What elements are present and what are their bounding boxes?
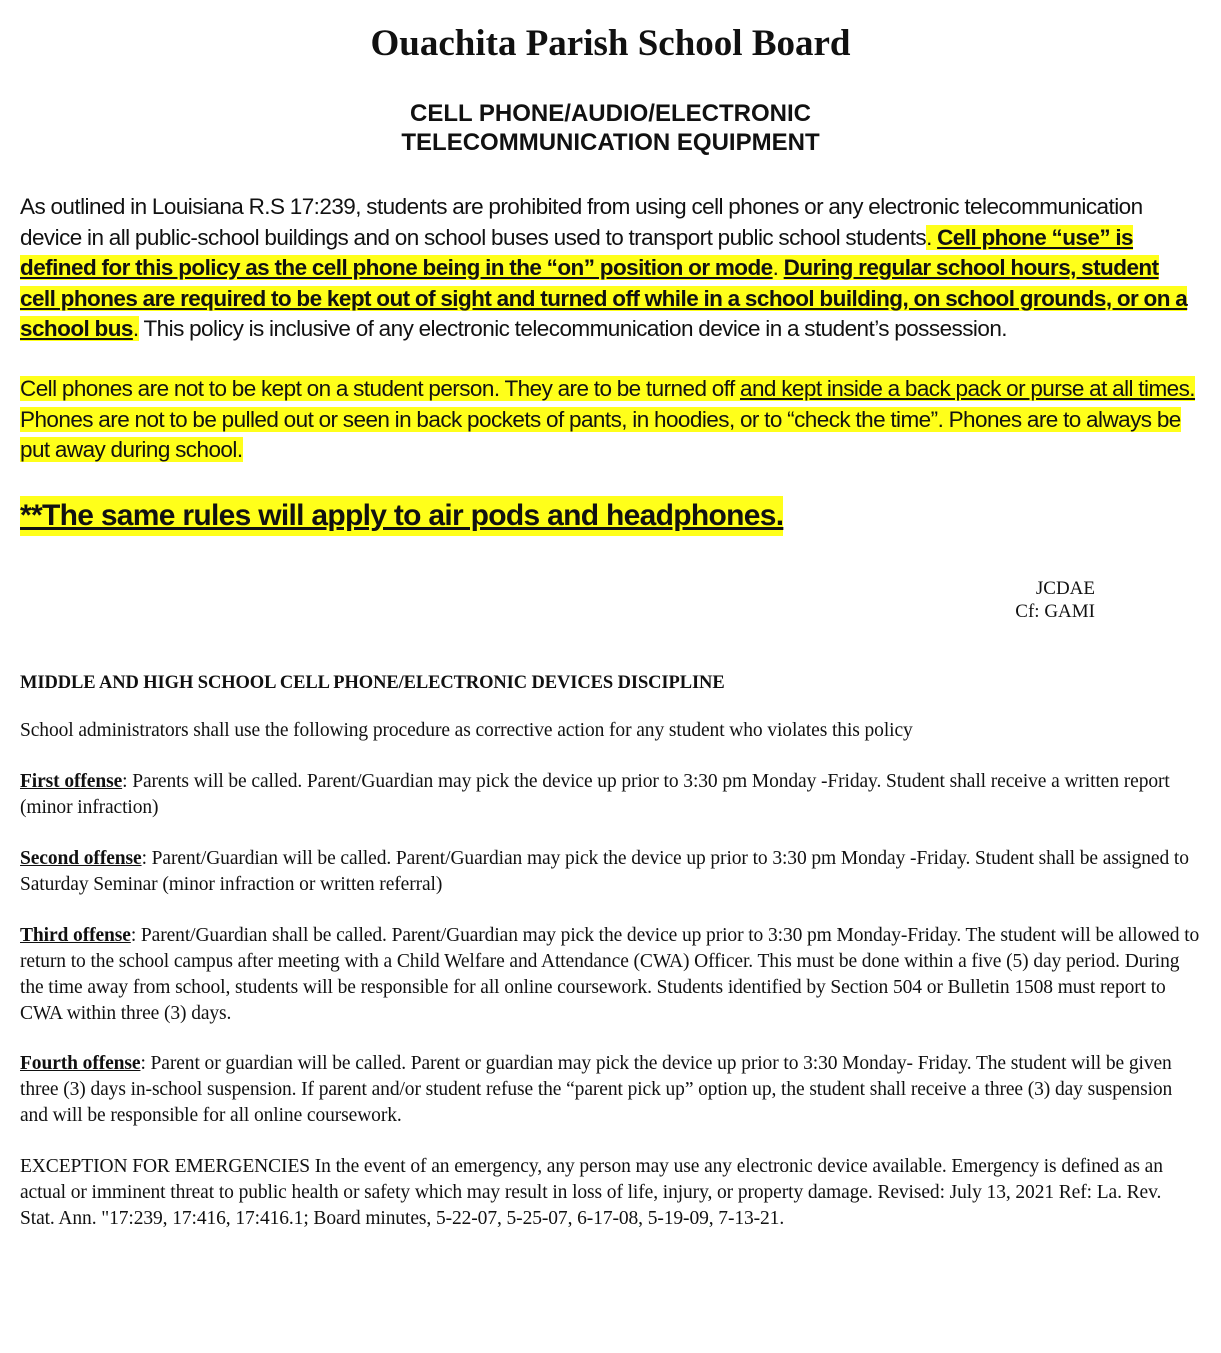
- discipline-intro: School administrators shall use the following procedure as corrective action for any student who violates this policy: [20, 720, 913, 741]
- fourth-offense-label: Fourth offense: [20, 1053, 141, 1074]
- second-offense-text: : Parent/Guardian will be called. Parent/Guardian may pick the device up prior to 3:30 pm Monday -Friday. Student shall be assigned to Saturday Seminar (minor infraction or written referral): [20, 848, 1189, 895]
- first-offense: [20, 769, 1200, 821]
- discipline-heading: MIDDLE AND HIGH SCHOOL CELL PHONE/ELECTRONIC DEVICES DISCIPLINE: [20, 673, 725, 693]
- first-offense-text: : Parents will be called. Parent/Guardian may pick the device up prior to 3:30 pm Monday -Friday. Student shall receive a written report (minor infraction): [20, 771, 1170, 818]
- fourth-offense-text: : Parent or guardian will be called. Parent or guardian may pick the device up prior to 3:30 Monday- Friday. The student will be given three (3) days in-school suspension. If parent and/or student refuse the “parent pick up” option up, the student shall receive a three (3) day suspension and will be responsible for all online coursework.: [20, 1053, 1173, 1126]
- third-offense-text: : Parent/Guardian shall be called. Parent/Guardian may pick the device up prior to 3:30 pm Monday-Friday. The student will be allowed to return to the school campus after meeting with a Child Welfare and Attendance (CWA) Officer. This must be done within a five (5) day period. During the time away from school, students will be responsible for all online coursework. Students identified by Section 504 or Bulletin 1508 must report to CWA within three (3) days.: [20, 925, 1200, 1024]
- airpods-rule: **The same rules will apply to air pods and headphones.: [20, 496, 783, 536]
- p1-highlight-space-2: [778, 255, 783, 280]
- p1-school-hours-rule: During regular school hours, student cell phones are required to be kept out of sight and turned off while in a school building, on school grounds, or on a school bus: [20, 255, 1188, 341]
- second-offense-label: Second offense: [20, 848, 142, 869]
- second-offense: [20, 846, 1200, 898]
- policy-code-primary: JCDAE: [1035, 578, 1095, 599]
- p2-backpack-rule: and kept inside a back pack or purse at all times.: [740, 376, 1196, 401]
- policy-title-line-2: TELECOMMUNICATION EQUIPMENT: [401, 129, 820, 156]
- p1-highlight-period: .: [926, 224, 932, 250]
- p1-use-definition: Cell phone “use” is defined for this policy as the cell phone being in the “on” position or mode: [20, 224, 1134, 280]
- policy-code-crossref: Cf: GAMI: [1015, 601, 1095, 622]
- policy-codes: [900, 577, 1095, 623]
- emergency-exception: EXCEPTION FOR EMERGENCIES In the event of an emergency, any person may use any electronic device available. Emergency is defined as an actual or imminent threat to public health or safety which may result in loss of life, injury, or property damage. Revised: July 13, 2021 Ref: La. Rev. Stat. Ann. "17:239, 17:416, 17:416.1; Board minutes, 5-22-07, 5-25-07, 6-17-08, 5-19-09, 7-13-21.: [20, 1156, 1163, 1229]
- p1-intro-text: As outlined in Louisiana R.S 17:239, students are prohibited from using cell phones or any electronic telecommunication device in all public-school buildings and on school buses used to transport public school students: [20, 194, 1143, 250]
- third-offense: [20, 923, 1200, 1027]
- first-offense-label: First offense: [20, 771, 123, 792]
- policy-paragraph-1: [20, 192, 1195, 345]
- p2-text-end: Phones are not to be pulled out or seen in back pockets of pants, in hoodies, or to “check the time”. Phones are to always be put away during school.: [20, 406, 1181, 462]
- policy-title-line-1: CELL PHONE/AUDIO/ELECTRONIC: [410, 100, 811, 127]
- p1-highlight-period-2: .: [772, 255, 779, 280]
- third-offense-label: Third offense: [20, 925, 131, 946]
- p1-highlight-period-3: .: [132, 316, 139, 341]
- policy-title: [0, 99, 1221, 157]
- organization-title: Ouachita Parish School Board: [370, 23, 851, 64]
- p1-closing-text: This policy is inclusive of any electronic telecommunication device in a student’s possession.: [138, 316, 1008, 341]
- policy-paragraph-2: [20, 374, 1195, 466]
- p2-text-start: Cell phones are not to be kept on a student person. They are to be turned off: [20, 376, 740, 401]
- fourth-offense: [20, 1051, 1200, 1129]
